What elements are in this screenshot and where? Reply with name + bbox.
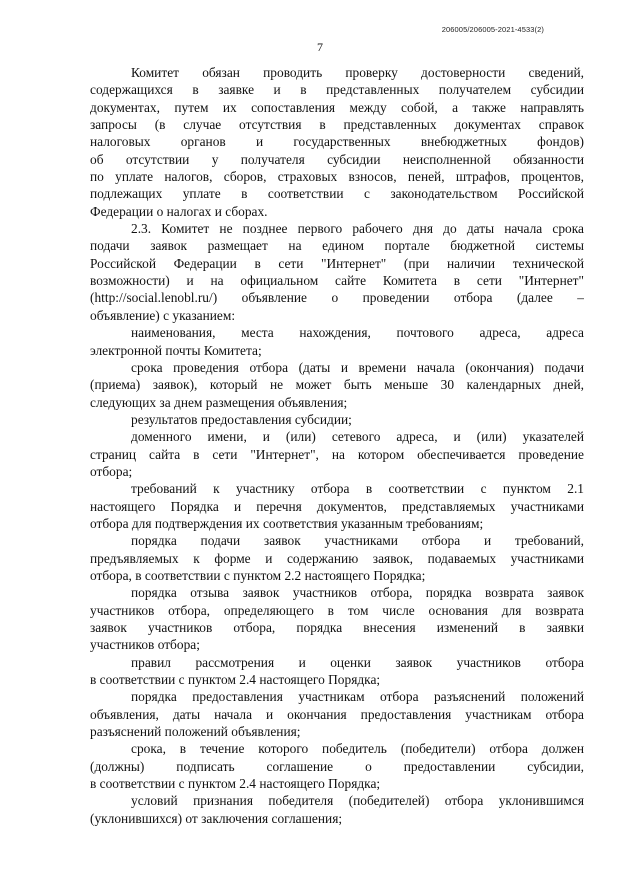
text-line: требований к участнику отбора в соответствии с пунктом 2.1 [131,481,584,497]
text-line: подачи заявок размещает на едином портале бюджетной системы [90,238,584,254]
text-line: объявление) с указанием: [90,307,236,323]
text-line: объявления, даты начала и окончания предоставления участникам отбора [90,706,584,722]
text-line: отбора; [90,463,133,479]
text-line: порядка подачи заявок участниками отбора и требований, [131,533,584,549]
text-line: срока проведения отбора (даты и времени начала (окончания) подачи [131,359,584,375]
text-line: (приема) заявок), который не может быть меньше 30 календарных дней, [90,377,584,393]
text-line: запросы (в случае отсутствия в представленных документах справок [90,117,584,133]
text-line: подлежащих уплате в соответствии с законодательством Российской [90,186,584,202]
text-line: следующих за днем размещения объявления; [90,394,348,410]
text-line: настоящего Порядка и перечня документов, представляемых участниками [90,498,584,514]
text-line: (http://social.lenobl.ru/) объявление о проведении отбора (далее – [90,290,584,306]
text-line: участников отбора, определяющего в том числе основания для возврата [90,602,584,618]
text-line: порядка предоставления участникам отбора разъяснений положений [131,689,584,705]
text-line: условий признания победителя (победителей) отбора уклонившимся [131,793,584,809]
text-line: по уплате налогов, сборов, страховых взносов, пеней, штрафов, процентов, [90,169,584,185]
text-line: Комитет обязан проводить проверку достоверности сведений, [131,65,584,80]
text-line: Федерации о налогах и сборах. [90,203,268,219]
text-line: участников отбора; [90,637,200,653]
text-line: результатов предоставления субсидии; [131,411,352,427]
text-line: налоговых органов и государственных внебюджетных фондов) [90,134,584,150]
text-line: отбора, в соответствии с пунктом 2.2 настоящего Порядка; [90,567,426,583]
text-line: содержащихся в заявке и в представленных получателем субсидии [90,82,584,98]
text-line: страниц сайта в сети "Интернет", на котором обеспечивается проведение [90,446,584,462]
text-line: предъявляемых к форме и содержанию заявок, подаваемых участниками [90,550,584,566]
text-line: электронной почты Комитета; [90,342,262,358]
document-body [90,64,584,827]
document-id: 206005/206005-2021-4533(2) [441,25,544,34]
text-line: срока, в течение которого победитель (победители) отбора должен [131,741,584,757]
text-line: порядка отзыва заявок участников отбора, порядка возврата заявок [131,585,584,601]
text-line: правил рассмотрения и оценки заявок участников отбора [131,654,584,670]
text-line: Российской Федерации в сети "Интернет" (при наличии технической [90,255,584,271]
text-line: наименования, места нахождения, почтового адреса, адреса [131,325,584,341]
text-line: возможности) и на официальном сайте Комитета в сети "Интернет" [90,273,584,289]
text-line: разъяснений положений объявления; [90,724,301,740]
text-line: отбора для подтверждения их соответствия указанным требованиям; [90,515,484,531]
text-line: (уклонившихся) от заключения соглашения; [90,810,343,826]
text-line: об отсутствии у получателя субсидии неисполненной обязанности [90,151,584,167]
text-line: в соответствии с пунктом 2.4 настоящего Порядка; [90,776,381,792]
text-line: (должны) подписать соглашение о предоставлении субсидии, [90,758,584,774]
text-line: 2.3. Комитет не позднее первого рабочего дня до даты начала срока [131,221,584,237]
text-line: документах, путем их сопоставления между собой, а также направлять [90,99,584,115]
page-number: 7 [317,40,323,54]
text-line: в соответствии с пунктом 2.4 настоящего Порядка; [90,672,381,688]
text-line: заявок участников отбора, порядка внесения изменений в заявки [90,620,584,635]
text-line: доменного имени, и (или) сетевого адреса, и (или) указателей [131,429,584,445]
